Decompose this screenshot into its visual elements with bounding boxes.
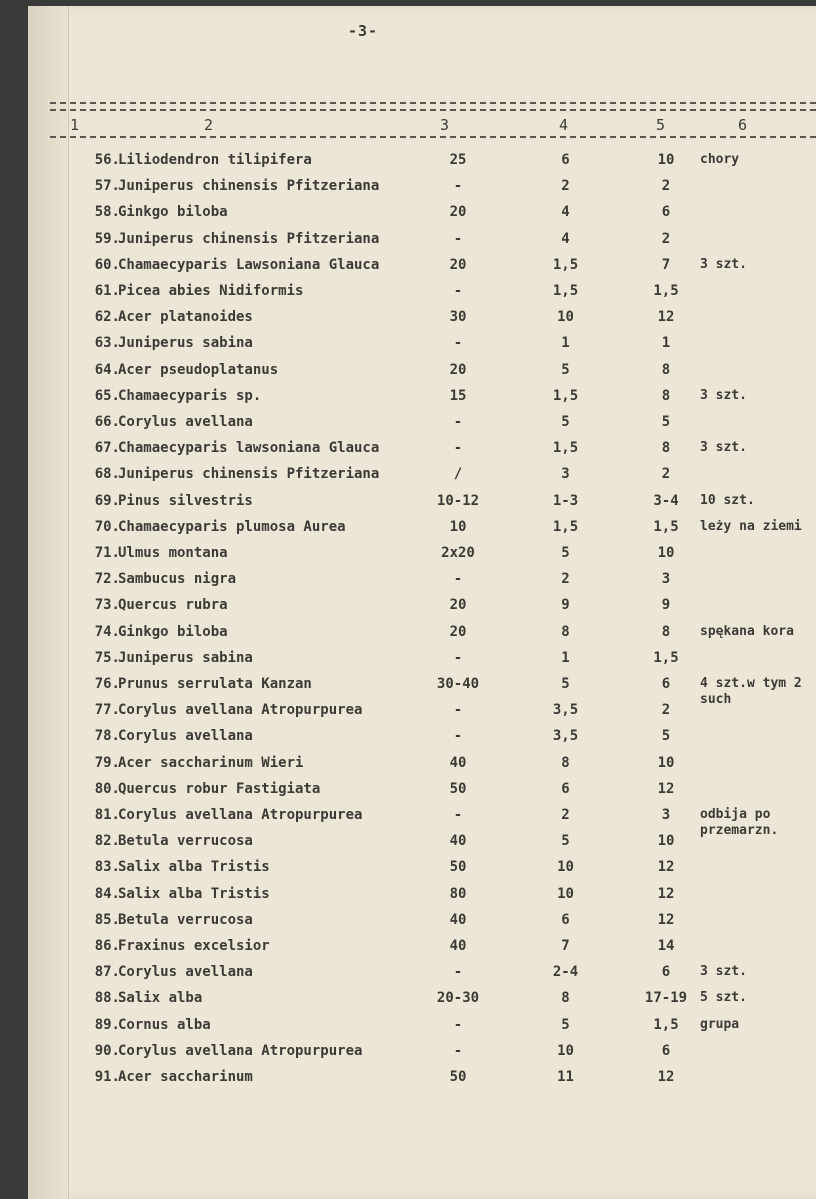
table-row xyxy=(28,545,816,569)
value-col-4: 6 xyxy=(561,780,570,797)
value-col-5: 8 xyxy=(661,623,671,640)
value-col-3: 10 xyxy=(449,518,467,535)
value-col-4: 1 xyxy=(561,335,570,352)
species-name: Acer pseudoplatanus xyxy=(118,361,279,378)
row-number: 57. xyxy=(94,178,120,195)
value-col-3: 20 xyxy=(449,256,467,273)
species-name: Corylus avellana Atropurpurea xyxy=(118,702,363,719)
value-col-3: 10-12 xyxy=(436,492,480,509)
remark: 3 szt. xyxy=(700,964,747,980)
species-name: Corylus avellana xyxy=(118,964,253,981)
value-col-4: 5 xyxy=(561,361,570,378)
value-col-5: 17-19 xyxy=(644,990,688,1007)
row-number: 89. xyxy=(94,1016,120,1033)
table-row xyxy=(28,912,816,936)
table-row xyxy=(28,309,816,333)
table-row xyxy=(28,388,816,412)
value-col-5: 10 xyxy=(657,152,675,168)
value-col-4: 3,5 xyxy=(552,728,579,745)
value-col-4: 4 xyxy=(561,204,570,221)
value-col-5: 12 xyxy=(657,911,675,928)
table-row xyxy=(28,833,816,857)
column-header-2: 2 xyxy=(204,116,214,134)
value-col-3: 20-30 xyxy=(436,990,480,1007)
value-col-4: 1,5 xyxy=(552,518,579,535)
value-col-4: 7 xyxy=(561,938,570,954)
column-header-3: 3 xyxy=(440,116,450,134)
row-number: 70. xyxy=(94,518,120,535)
remark: leży na ziemi xyxy=(700,518,802,534)
row-number: 72. xyxy=(94,571,120,588)
species-name: Chamaecyparis lawsoniana Glauca xyxy=(118,440,380,457)
value-col-4: 5 xyxy=(561,414,570,430)
value-col-4: 3,5 xyxy=(552,702,579,719)
value-col-5: 12 xyxy=(657,1069,675,1085)
value-col-5: 6 xyxy=(661,676,671,692)
column-header-6: 6 xyxy=(738,116,748,134)
value-col-4: 4 xyxy=(561,230,570,247)
table-row xyxy=(28,624,816,648)
row-number: 66. xyxy=(94,414,120,430)
value-col-3: - xyxy=(453,414,463,430)
remark: 10 szt. xyxy=(700,492,755,508)
species-name: Picea abies Nidiformis xyxy=(118,283,304,299)
row-number: 63. xyxy=(94,335,120,352)
value-col-3: 20 xyxy=(449,361,467,378)
value-col-3: 40 xyxy=(449,754,467,771)
table-row xyxy=(28,755,816,779)
value-col-5: 6 xyxy=(661,204,671,221)
row-number: 71. xyxy=(94,545,120,561)
value-col-3: 20 xyxy=(449,597,467,614)
value-col-3: 40 xyxy=(449,938,467,954)
value-col-4: 2 xyxy=(561,571,570,588)
table-row xyxy=(28,702,816,726)
value-col-4: 10 xyxy=(557,859,574,876)
table-row xyxy=(28,414,816,438)
species-name: Ulmus montana xyxy=(118,545,228,561)
row-number: 68. xyxy=(94,466,120,483)
value-col-4: 3 xyxy=(561,466,570,483)
value-col-3: 20 xyxy=(449,623,467,640)
species-name: Acer saccharinum Wieri xyxy=(118,754,304,771)
value-col-5: 2 xyxy=(661,230,671,247)
row-number: 58. xyxy=(94,204,120,221)
value-col-5: 12 xyxy=(657,859,675,876)
table-row xyxy=(28,362,816,386)
row-number: 59. xyxy=(94,230,120,247)
remark: 3 szt. xyxy=(700,387,747,403)
value-col-4: 5 xyxy=(561,1016,570,1033)
value-col-5: 7 xyxy=(661,256,671,273)
value-col-4: 2-4 xyxy=(552,964,579,981)
value-col-3: - xyxy=(453,1042,463,1059)
table-row xyxy=(28,859,816,883)
table-row xyxy=(28,493,816,517)
value-col-5: 10 xyxy=(657,754,675,771)
value-col-3: 80 xyxy=(449,885,467,902)
row-number: 76. xyxy=(94,676,120,692)
species-name: Pinus silvestris xyxy=(118,492,253,509)
species-name: Salix alba Tristis xyxy=(118,885,270,902)
value-col-5: 1,5 xyxy=(653,283,679,299)
row-number: 90. xyxy=(94,1042,120,1059)
remark: spękana kora xyxy=(700,623,794,639)
table-row xyxy=(28,1043,816,1067)
row-number: 84. xyxy=(94,885,120,902)
species-name: Acer saccharinum xyxy=(118,1069,253,1085)
remark: odbija po przemarzn. xyxy=(700,807,779,838)
row-number: 79. xyxy=(94,754,120,771)
species-name: Cornus alba xyxy=(118,1016,211,1033)
value-col-5: 2 xyxy=(661,466,671,483)
row-number: 75. xyxy=(94,649,120,666)
value-col-5: 3 xyxy=(661,807,671,823)
row-number: 65. xyxy=(94,387,120,404)
value-col-3: 2x20 xyxy=(441,545,475,561)
row-number: 83. xyxy=(94,859,120,876)
species-name: Chamaecyparis sp. xyxy=(118,387,262,404)
value-col-3: - xyxy=(453,807,463,823)
species-name: Quercus robur Fastigiata xyxy=(118,780,321,797)
value-col-5: 1 xyxy=(661,335,671,352)
species-name: Chamaecyparis plumosa Aurea xyxy=(118,518,346,535)
species-name: Prunus serrulata Kanzan xyxy=(118,676,312,692)
column-header-4: 4 xyxy=(559,116,569,134)
species-name: Chamaecyparis Lawsoniana Glauca xyxy=(118,256,380,273)
table-row xyxy=(28,1069,816,1093)
value-col-3: - xyxy=(453,335,463,352)
value-col-4: 8 xyxy=(561,754,570,771)
table-row xyxy=(28,676,816,707)
value-col-5: 14 xyxy=(657,938,675,954)
value-col-3: 30-40 xyxy=(436,676,480,692)
table-row xyxy=(28,886,816,910)
row-number: 60. xyxy=(94,256,120,273)
table-row xyxy=(28,519,816,543)
table-row xyxy=(28,283,816,307)
row-number: 56. xyxy=(94,152,120,168)
value-col-5: 12 xyxy=(657,309,675,326)
value-col-5: 6 xyxy=(661,1042,671,1059)
table-row xyxy=(28,728,816,752)
remark: 4 szt.w tym 2 such xyxy=(700,676,802,707)
value-col-4: 1,5 xyxy=(552,387,579,404)
value-col-3: - xyxy=(453,440,463,457)
table-row xyxy=(28,152,816,176)
table-row xyxy=(28,650,816,674)
header-rule-top-2 xyxy=(50,109,816,111)
value-col-5: 8 xyxy=(661,440,671,457)
value-col-3: - xyxy=(453,230,463,247)
value-col-4: 11 xyxy=(557,1069,574,1085)
table-row xyxy=(28,597,816,621)
species-name: Betula verrucosa xyxy=(118,833,253,850)
value-col-5: 12 xyxy=(657,885,675,902)
row-number: 61. xyxy=(94,283,120,299)
value-col-5: 1,5 xyxy=(653,518,679,535)
remark: chory xyxy=(700,152,740,167)
value-col-3: 50 xyxy=(449,780,467,797)
table-row xyxy=(28,1017,816,1041)
species-name: Liliodendron tilipifera xyxy=(118,152,312,168)
row-number: 85. xyxy=(94,911,120,928)
value-col-5: 8 xyxy=(661,387,671,404)
value-col-5: 2 xyxy=(661,702,671,719)
value-col-3: 30 xyxy=(449,309,467,326)
row-number: 69. xyxy=(94,492,120,509)
row-number: 91. xyxy=(94,1069,120,1085)
value-col-4: 1-3 xyxy=(552,492,579,509)
remark: grupa xyxy=(700,1016,740,1032)
column-header-1: 1 xyxy=(70,116,80,134)
value-col-3: 15 xyxy=(449,387,467,404)
table-row xyxy=(28,204,816,228)
value-col-5: 12 xyxy=(657,780,675,797)
value-col-4: 10 xyxy=(557,885,574,902)
value-col-3: - xyxy=(453,571,463,588)
value-col-5: 3-4 xyxy=(653,492,679,509)
value-col-4: 5 xyxy=(561,545,570,561)
value-col-5: 5 xyxy=(661,728,671,745)
row-number: 80. xyxy=(94,780,120,797)
species-name: Juniperus chinensis Pfitzeriana xyxy=(118,466,380,483)
row-number: 87. xyxy=(94,964,120,981)
species-name: Sambucus nigra xyxy=(118,571,237,588)
table-row xyxy=(28,964,816,988)
remark: 3 szt. xyxy=(700,256,747,272)
value-col-5: 1,5 xyxy=(653,1016,679,1033)
value-col-4: 1,5 xyxy=(552,440,579,457)
species-name: Acer platanoides xyxy=(118,309,253,326)
row-number: 88. xyxy=(94,990,120,1007)
header-rule-bottom xyxy=(50,136,816,138)
value-col-3: 50 xyxy=(449,859,467,876)
value-col-5: 5 xyxy=(661,414,671,430)
row-number: 77. xyxy=(94,702,120,719)
row-number: 64. xyxy=(94,361,120,378)
table-row xyxy=(28,178,816,202)
value-col-4: 1 xyxy=(561,649,570,666)
row-number: 78. xyxy=(94,728,120,745)
species-name: Quercus rubra xyxy=(118,597,228,614)
value-col-4: 2 xyxy=(561,807,570,823)
table-row xyxy=(28,990,816,1014)
row-number: 73. xyxy=(94,597,120,614)
row-number: 62. xyxy=(94,309,120,326)
document-page xyxy=(28,6,816,1199)
value-col-3: / xyxy=(453,466,463,483)
row-number: 74. xyxy=(94,623,120,640)
table-row xyxy=(28,938,816,962)
value-col-4: 8 xyxy=(561,623,570,640)
species-name: Corylus avellana xyxy=(118,728,253,745)
value-col-4: 8 xyxy=(561,990,570,1007)
value-col-4: 6 xyxy=(561,152,570,168)
table-row xyxy=(28,257,816,281)
value-col-5: 10 xyxy=(657,545,675,561)
value-col-4: 2 xyxy=(561,178,570,195)
species-name: Corylus avellana Atropurpurea xyxy=(118,1042,363,1059)
value-col-5: 2 xyxy=(661,178,671,195)
value-col-5: 8 xyxy=(661,361,671,378)
value-col-4: 5 xyxy=(561,676,570,692)
species-name: Fraxinus excelsior xyxy=(118,938,270,954)
species-name: Juniperus chinensis Pfitzeriana xyxy=(118,178,380,195)
value-col-4: 5 xyxy=(561,833,570,850)
value-col-3: - xyxy=(453,964,463,981)
value-col-3: - xyxy=(453,728,463,745)
header-rule-top xyxy=(50,102,816,104)
value-col-3: 25 xyxy=(449,152,467,168)
value-col-4: 10 xyxy=(557,1042,574,1059)
table-row xyxy=(28,231,816,255)
value-col-5: 10 xyxy=(657,833,675,850)
species-name: Salix alba xyxy=(118,990,203,1007)
remark: 5 szt. xyxy=(700,990,747,1006)
value-col-3: - xyxy=(453,178,463,195)
species-name: Juniperus chinensis Pfitzeriana xyxy=(118,230,380,247)
value-col-3: 20 xyxy=(449,204,467,221)
value-col-4: 9 xyxy=(561,597,570,614)
value-col-4: 6 xyxy=(561,911,570,928)
value-col-3: 40 xyxy=(449,833,467,850)
value-col-3: - xyxy=(453,283,463,299)
species-name: Juniperus sabina xyxy=(118,649,253,666)
column-header-5: 5 xyxy=(656,116,666,134)
value-col-3: - xyxy=(453,1016,463,1033)
value-col-4: 1,5 xyxy=(552,256,579,273)
row-number: 67. xyxy=(94,440,120,457)
value-col-4: 10 xyxy=(557,309,574,326)
table-row xyxy=(28,571,816,595)
page-number: -3- xyxy=(348,22,379,40)
table-row xyxy=(28,466,816,490)
row-number: 82. xyxy=(94,833,120,850)
table-row xyxy=(28,335,816,359)
table-row xyxy=(28,781,816,805)
remark: 3 szt. xyxy=(700,440,747,456)
row-number: 86. xyxy=(94,938,120,954)
species-name: Salix alba Tristis xyxy=(118,859,270,876)
value-col-5: 3 xyxy=(661,571,671,588)
species-name: Corylus avellana xyxy=(118,414,253,430)
row-number: 81. xyxy=(94,807,120,823)
species-name: Juniperus sabina xyxy=(118,335,253,352)
value-col-5: 1,5 xyxy=(653,649,679,666)
species-name: Corylus avellana Atropurpurea xyxy=(118,807,363,823)
value-col-3: - xyxy=(453,649,463,666)
value-col-4: 1,5 xyxy=(552,283,579,299)
value-col-5: 6 xyxy=(661,964,671,981)
table-row xyxy=(28,440,816,464)
value-col-3: - xyxy=(453,702,463,719)
species-name: Betula verrucosa xyxy=(118,911,253,928)
species-name: Ginkgo biloba xyxy=(118,623,228,640)
species-name: Ginkgo biloba xyxy=(118,204,228,221)
table-row xyxy=(28,807,816,838)
value-col-5: 9 xyxy=(661,597,671,614)
value-col-3: 40 xyxy=(449,911,467,928)
value-col-3: 50 xyxy=(449,1069,467,1085)
